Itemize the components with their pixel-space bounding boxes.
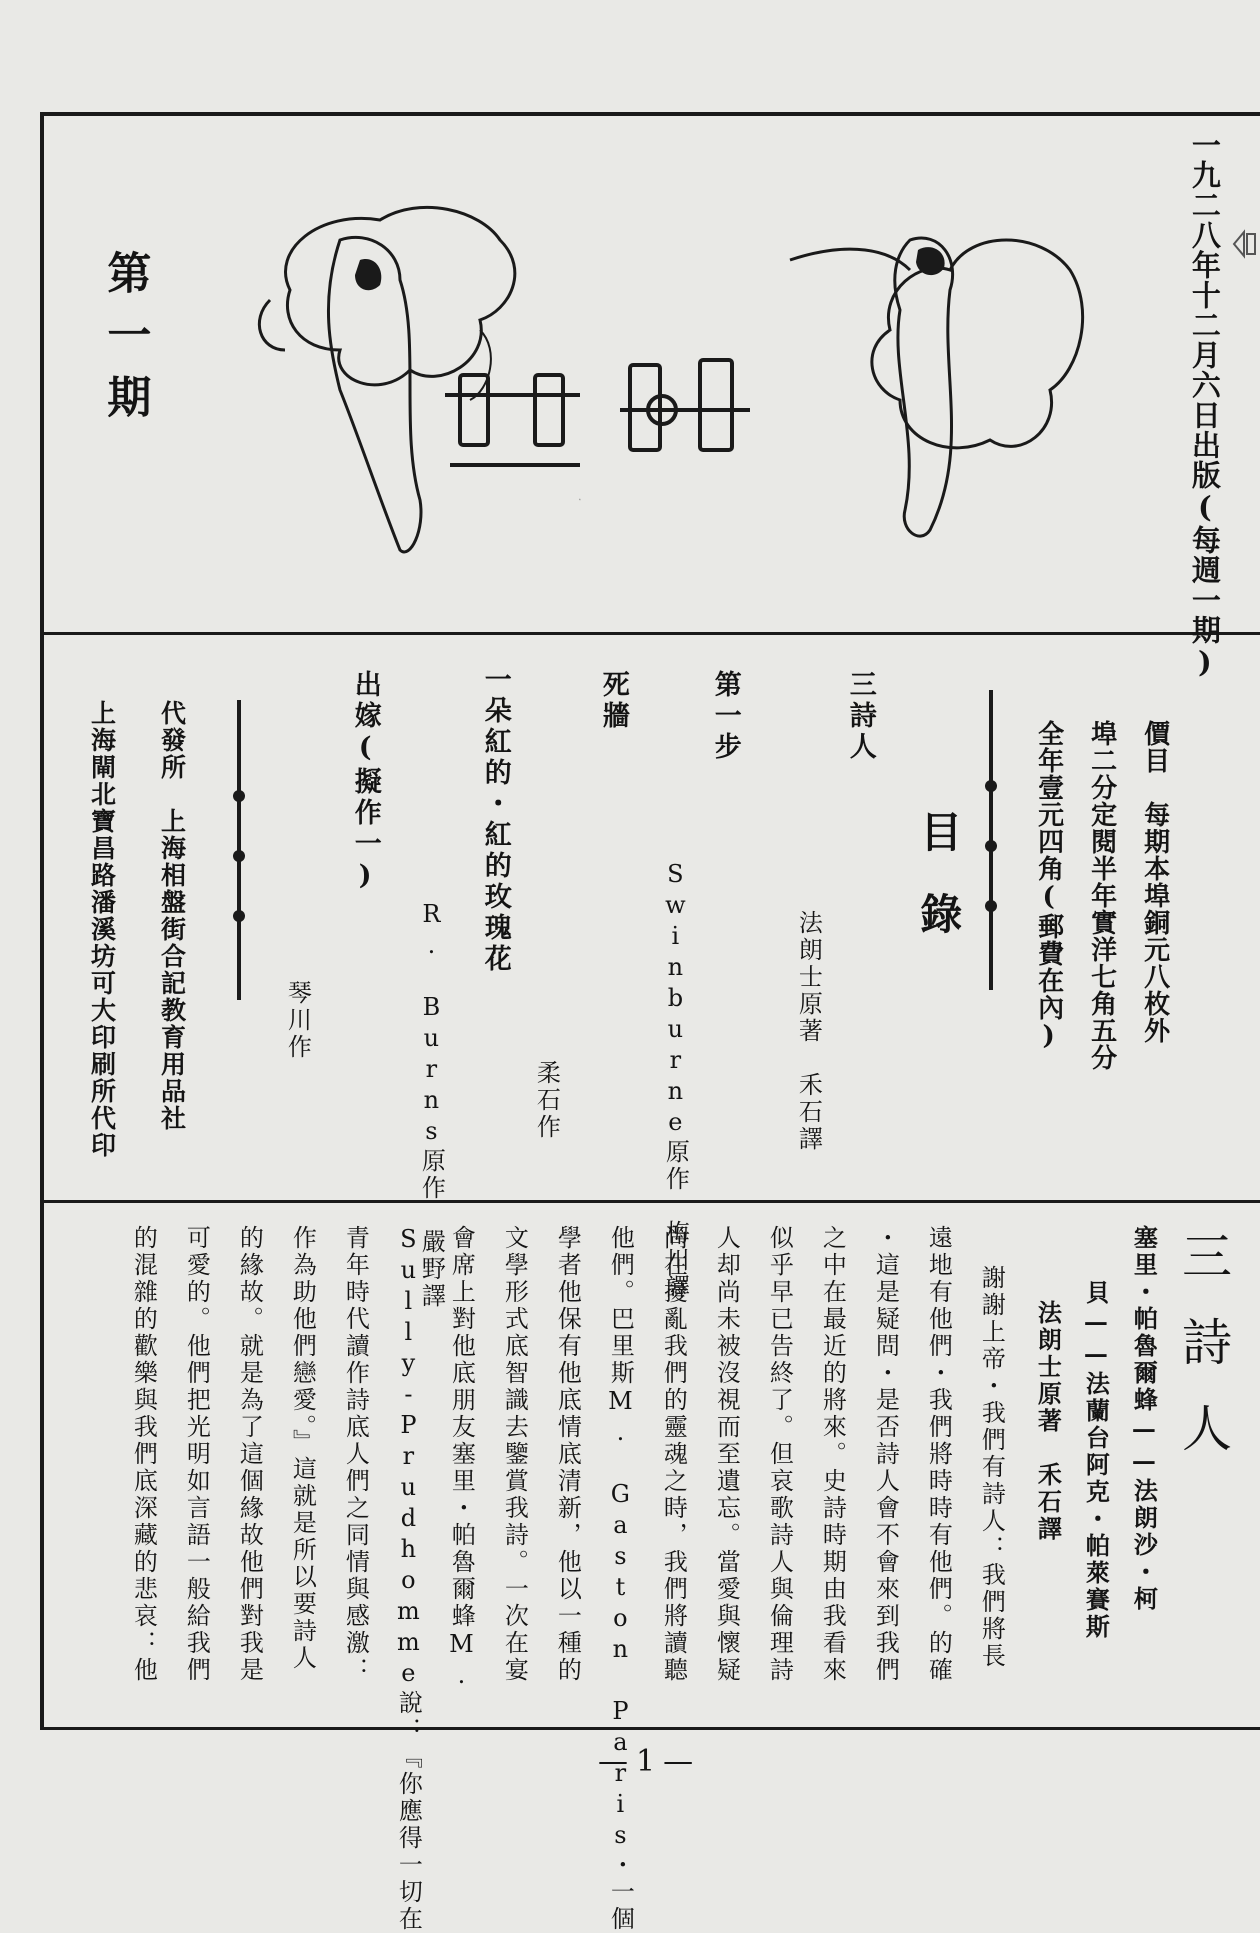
article-subtitle: 塞里・帕魯爾蜂——法朗沙・柯 bbox=[1129, 1225, 1159, 1613]
article-column: 之中在最近的將來。史詩時期由我看來 bbox=[818, 1225, 847, 1684]
toc-item-credit: 琴川作 bbox=[283, 980, 312, 1061]
publisher-printer: 上海閘北寶昌路潘溪坊可大印刷所代印 bbox=[87, 700, 117, 1159]
article-column: 的緣故。就是為了這個緣故他們對我是 bbox=[235, 1225, 264, 1684]
toc-item-credit: R. Burns原作 嚴野譯 bbox=[417, 900, 446, 1310]
article-column: 人却尚未被沒視而至遺忘。當愛與懷疑 bbox=[712, 1225, 741, 1684]
article-column: 尚在擾亂我們的靈魂之時，我們將讀聽 bbox=[659, 1225, 688, 1684]
divider-bottom bbox=[40, 1200, 1260, 1203]
publication-date: 一九二八年十二月六日出版(每週一期) bbox=[1187, 130, 1222, 680]
toc-item-title: 死牆 bbox=[597, 670, 629, 732]
toc-item-credit: 法朗士原著 禾石譯 bbox=[794, 910, 823, 1153]
article-column: 似乎早已告終了。但哀歌詩人與倫理詩 bbox=[765, 1225, 794, 1684]
article-column: 青年時代讀作詩底人們之同情與感激： bbox=[341, 1225, 370, 1684]
toc-item-title: 一朵紅的・紅的玫瑰花 bbox=[479, 665, 511, 975]
masthead-title: 開花 bbox=[579, 500, 581, 501]
fold-mark-icon bbox=[1232, 224, 1258, 264]
article-column: 的混雜的歡樂與我們底深藏的悲哀：他 bbox=[129, 1225, 158, 1684]
article-column: 文學形式底智識去鑒賞我詩。一次在宴 bbox=[500, 1225, 529, 1684]
price-line-3: 全年壹元四角(郵費在內) bbox=[1033, 720, 1064, 1052]
article-column: ・這是疑問・是否詩人會不會來到我們 bbox=[871, 1225, 900, 1684]
toc-item-title: 三詩人 bbox=[844, 670, 876, 763]
article-column: 作為助他們戀愛。』這就是所以要詩人 bbox=[288, 1225, 317, 1672]
article-column: 他們。巴里斯M. Gaston Paris・一個 bbox=[606, 1225, 635, 1933]
article-column: 謝謝上帝・我們有詩人：我們將長 bbox=[977, 1265, 1006, 1670]
article-column: Sully-Prudhomme說：『你應得一切在 bbox=[394, 1225, 423, 1933]
article-subtitle: 貝——法蘭台阿克・帕萊賽斯 bbox=[1081, 1280, 1111, 1641]
toc-item-title: 第一步 bbox=[709, 670, 741, 763]
toc-title: 目錄 bbox=[914, 810, 964, 974]
article-column: 遠地有他們・我們將時時有他們。的確 bbox=[924, 1225, 953, 1684]
article-column: 學者他保有他底情底清新，他以一種的 bbox=[553, 1225, 582, 1684]
toc-item-credit: Swinburne原作 梅川譯 bbox=[661, 860, 690, 1301]
article-title: 三詩人 bbox=[1174, 1230, 1232, 1488]
price-line-1: 價目 每期本埠銅元八枚外 bbox=[1139, 720, 1170, 1044]
article-byline: 法朗士原著 禾石譯 bbox=[1033, 1300, 1063, 1543]
masthead-illustration bbox=[250, 200, 1110, 600]
issue-number: 第一期 bbox=[99, 250, 151, 436]
toc-item-credit: 柔石作 bbox=[532, 1060, 561, 1141]
price-line-2: 埠二分定閱半年實洋七角五分 bbox=[1086, 720, 1117, 1071]
toc-item-title: 出嫁(擬作一) bbox=[349, 670, 381, 895]
article-column: 會席上對他底朋友塞里・帕魯爾蜂M. bbox=[447, 1225, 476, 1692]
article-column: 可愛的。他們把光明如言語一般給我們 bbox=[182, 1225, 211, 1684]
publisher-agent: 代發所 上海相盤街合記教育用品社 bbox=[157, 700, 187, 1132]
page-number: —1— bbox=[598, 1744, 702, 1779]
divider-top bbox=[40, 632, 1260, 635]
